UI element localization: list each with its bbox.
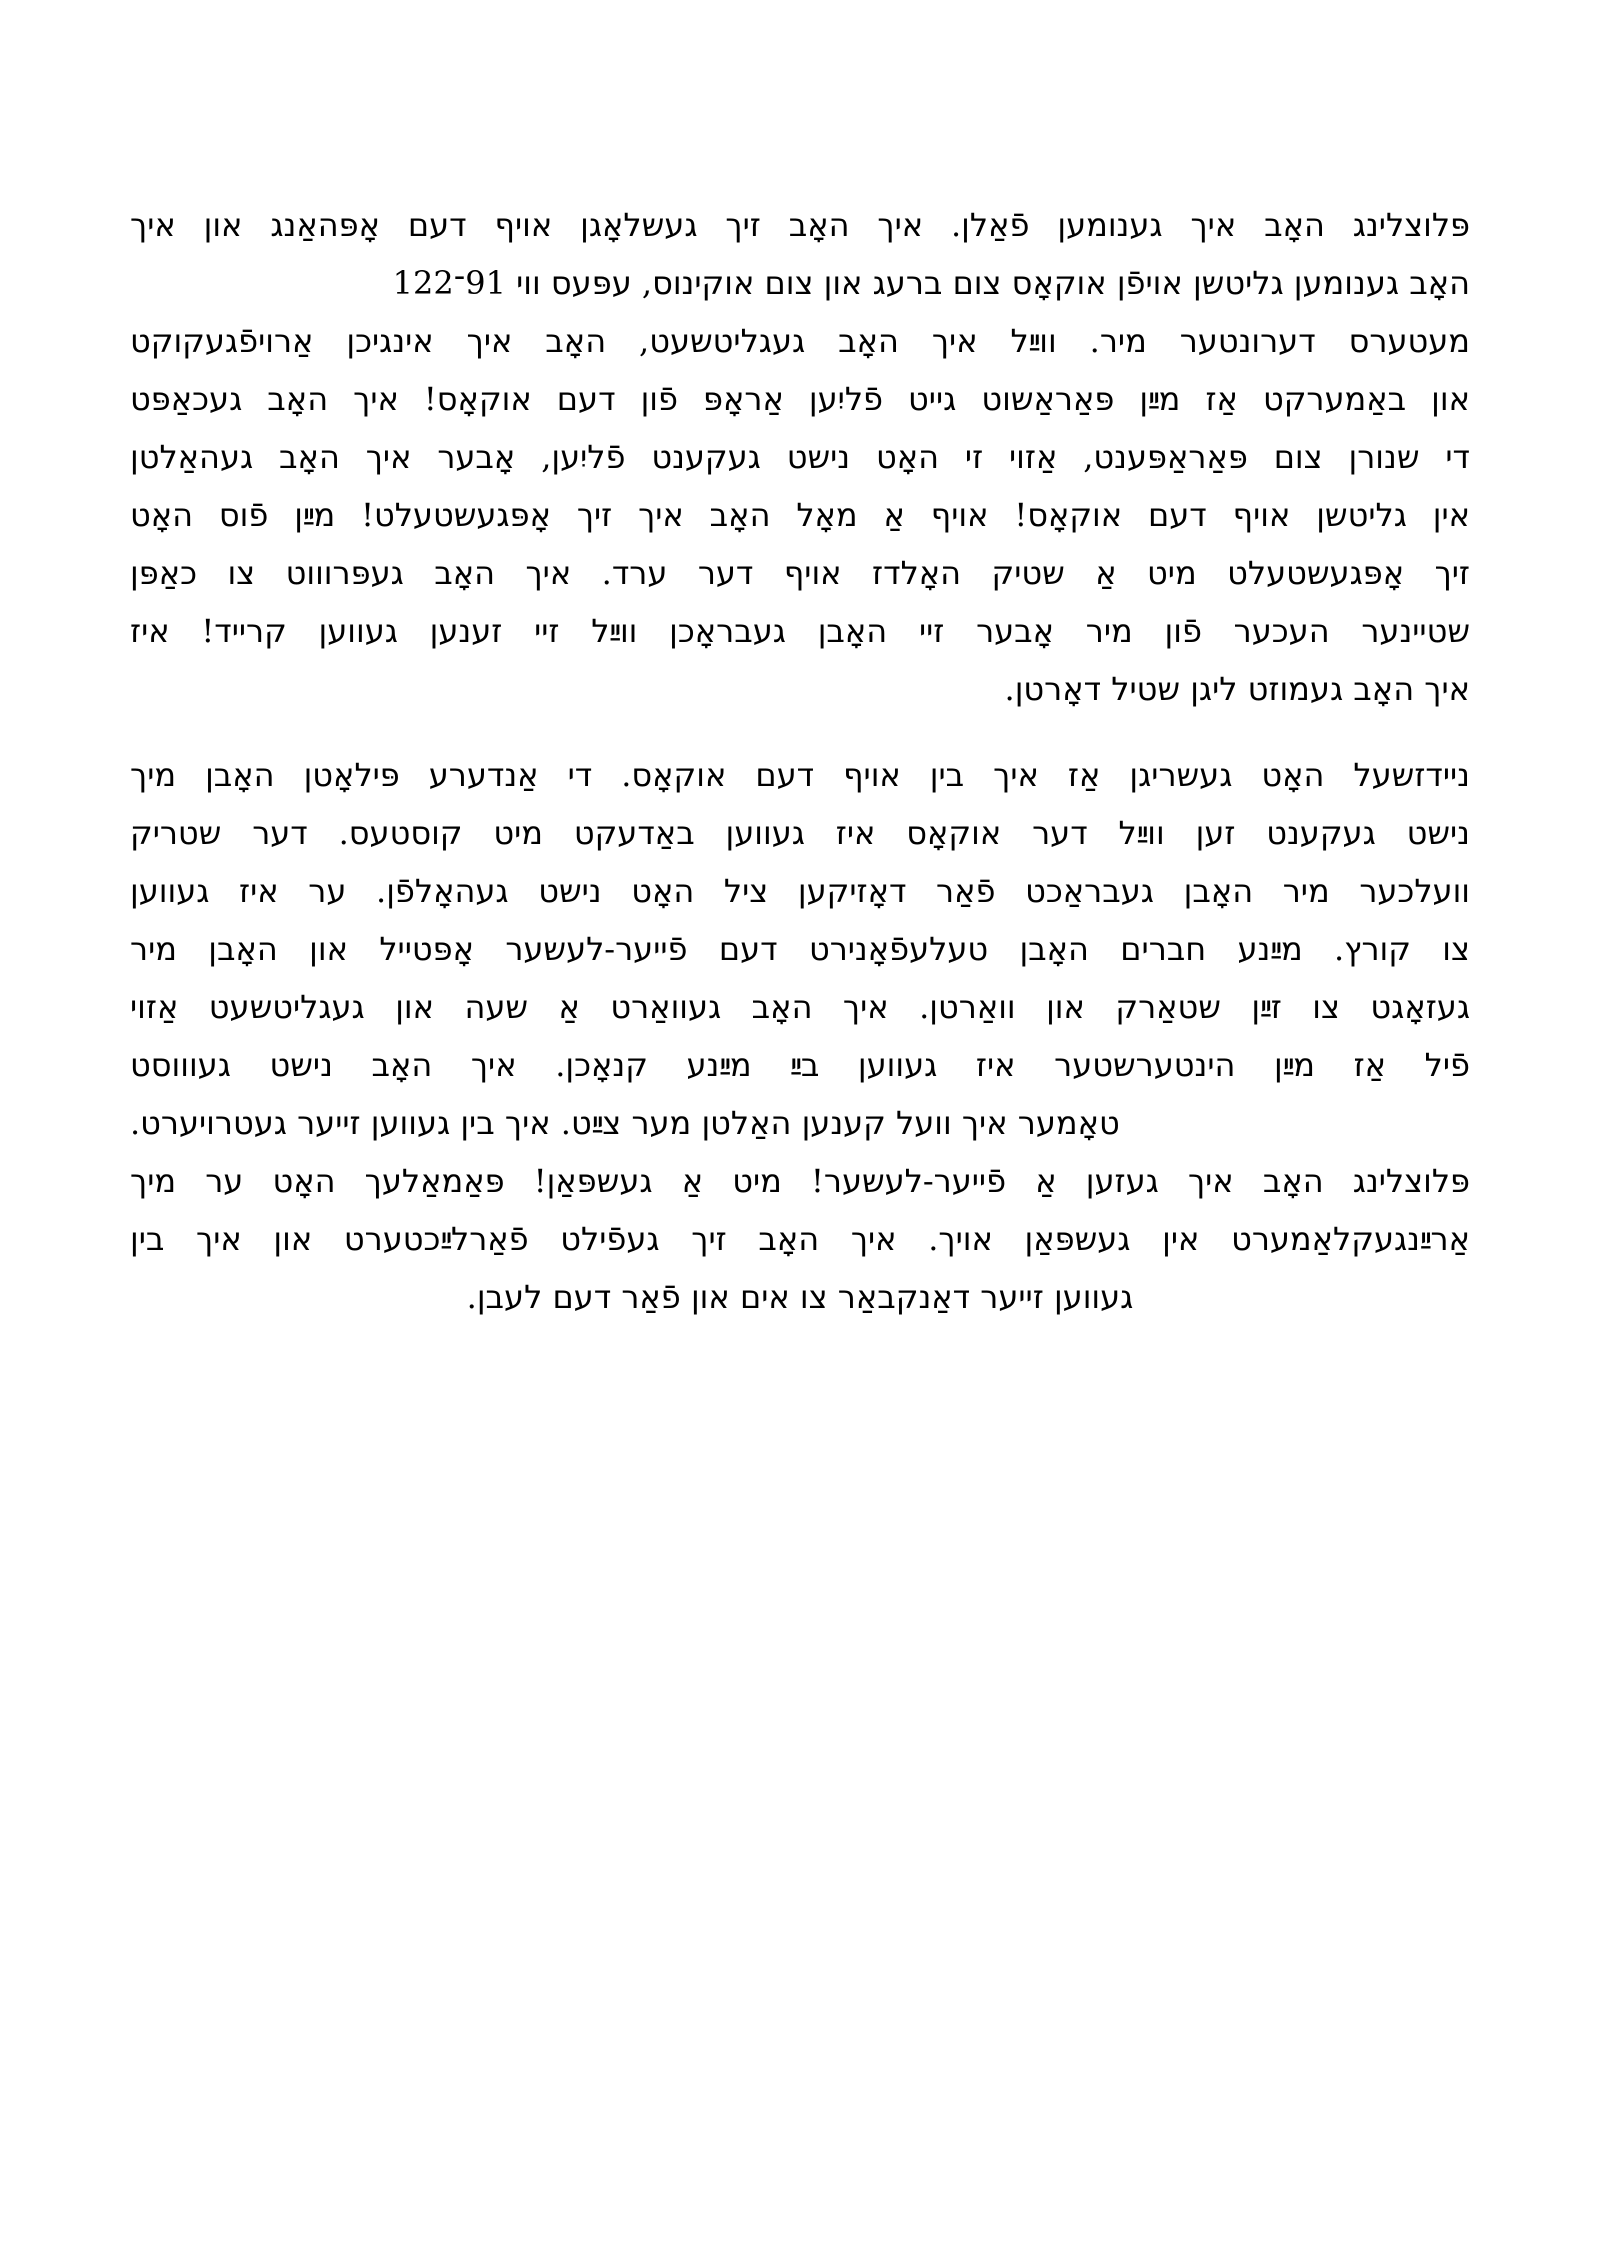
- text-line-2: האָב גענומען גליטשן אויפֿן אוקאָס צום ברעג און צום אוקינוס, עפּעס ווי 91־122: [392, 264, 1470, 302]
- text-line-3: מעטערס דערונטער מיר. ווײַל איך האָב געגליטשעט, האָב איך אינגיכן אַרויפֿגעקוקט: [130, 322, 1470, 360]
- text-line-4: און באַמערקט אַז מײַן פּאַראַשוט גייט פֿליִען אַראָפּ פֿון דעם אוקאָס! איך האָב געכאַפּט: [130, 380, 1470, 418]
- paragraph-2: [130, 746, 1470, 1326]
- document-text: [130, 196, 1470, 1326]
- text-line-7: זיך אָפּגעשטעלט מיט אַ שטיק האָלדז אויף דער ערד. איך האָב געפּרוווט צו כאַפּן: [130, 554, 1470, 592]
- text-line-12: וועלכער מיר האָבן געבראַכט פֿאַר דאָזיקען ציל האָט נישט געהאָלפֿן. ער איז געווען: [130, 872, 1470, 910]
- text-line-5: די שנורן צום פּאַראַפּענט, אַזוי זי האָט נישט געקענט פֿליִען, אָבער איך האָב געהאַלטן: [130, 438, 1470, 476]
- text-line-14: געזאָגט צו זײַן שטאַרק און וואַרטן. איך האָב געוואַרט אַ שעה און געגליטשעט אַזוי: [130, 988, 1470, 1026]
- text-line-8: שטיינער העכער פֿון מיר אָבער זיי האָבן געבראָכן ווײַל זיי זענען געווען קרייד! איז: [130, 612, 1470, 650]
- text-line-1: פּלוצלינג האָב איך גענומען פֿאַלן. איך האָב זיך געשלאָגן אויף דעם אָפּהאַנג און איך: [130, 206, 1470, 244]
- text-line-18: אַרײַנגעקלאַמערט אין געשפּאַן אויך. איך האָב זיך געפֿילט פֿאַרלײַכטערט און איך בין: [130, 1220, 1470, 1258]
- text-line-13: צו קורץ. מײַנע חברים האָבן טעלעפֿאָנירט דעם פֿייער-לעשער אָפּטייל און האָבן מיר: [130, 930, 1470, 968]
- text-line-15: פֿיל אַז מײַן הינטערשטער איז געווען בײַ מײַנע קנאָכן. איך האָב נישט געוווסט: [130, 1046, 1470, 1084]
- text-line-10: ניידזשעל האָט געשריגן אַז איך בין אויף דעם אוקאָס. די אַנדערע פּילאָטן האָבן מיך: [130, 756, 1470, 794]
- paragraph-1: [130, 196, 1470, 718]
- text-line-9: איך האָב געמוזט ליגן שטיל דאָרטן.: [1004, 670, 1470, 708]
- text-line-16: טאָמער איך וועל קענען האַלטן מער צײַט. איך בין געווען זייער געטרויערט.: [130, 1104, 1120, 1142]
- text-line-17: פּלוצלינג האָב איך געזען אַ פֿייער-לעשער! מיט אַ געשפּאַן! פּאַמאַלעך האָט ער מיך: [130, 1162, 1470, 1200]
- text-line-19: געווען זייער דאַנקבאַר צו אים און פֿאַר דעם לעבן.: [466, 1278, 1134, 1316]
- text-line-6: אין גליטשן אויף דעם אוקאָס! אויף אַ מאָל האָב איך זיך אָפּגעשטעלט! מײַן פֿוס האָט: [130, 496, 1470, 534]
- text-line-11: נישט געקענט זען ווײַל דער אוקאָס איז געווען באַדעקט מיט קוסטעס. דער שטריק: [130, 814, 1470, 852]
